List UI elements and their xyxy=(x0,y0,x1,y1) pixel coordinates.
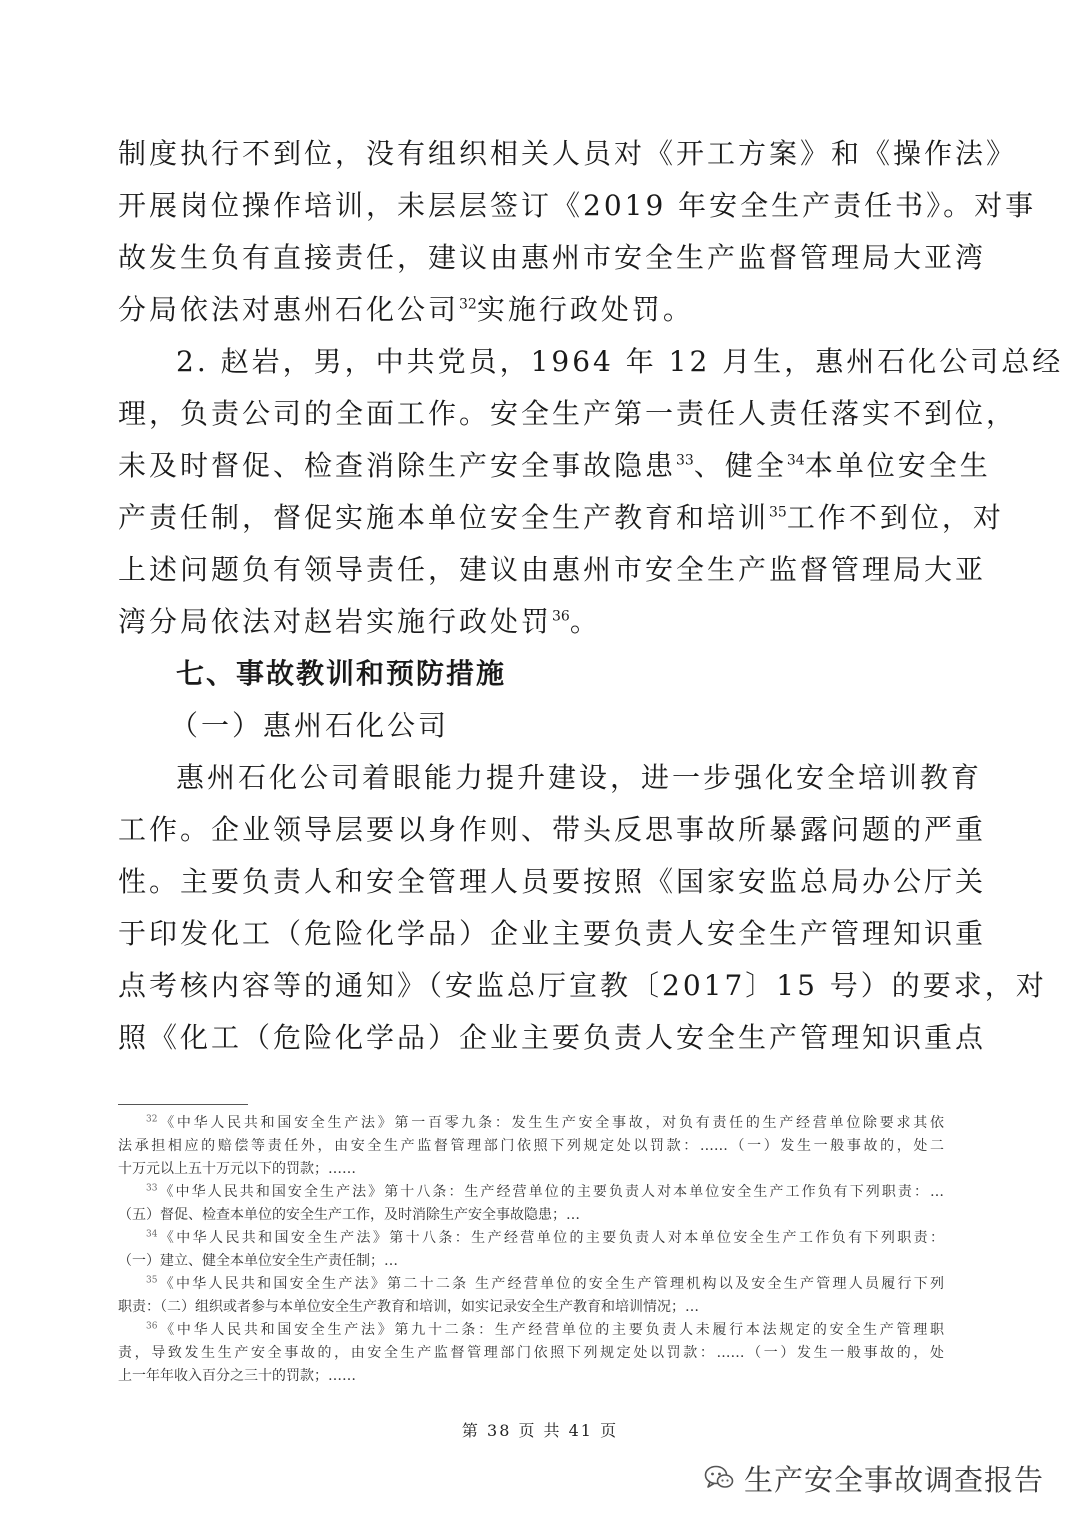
text-line: 开展岗位操作培训，未层层签订《2019 年安全生产责任书》。对事 xyxy=(118,189,1037,222)
footnote-34-cont: （一）建立、健全本单位安全生产责任制；… xyxy=(118,1253,398,1269)
footnote-ref-34: 34 xyxy=(786,452,805,469)
footnote-35-cont: 职责：（二）组织或者参与本单位安全生产教育和培训，如实记录安全生产教育和培训情况；… xyxy=(118,1299,699,1315)
footnote-text: 《中华人民共和国安全生产法》第九十二条：生产经营单位的主要负责人未履行本法规定的安全生产管理职 xyxy=(157,1322,944,1338)
text-span: 湾分局依法对赵岩实施行政处罚 xyxy=(118,605,553,638)
footnote-ref-35: 35 xyxy=(769,504,787,521)
footnote-36 xyxy=(118,1319,944,1341)
text-line: 照《化工（危险化学品）企业主要负责人安全生产管理知识重点 xyxy=(118,1021,987,1054)
footnote-text: 《中华人民共和国安全生产法》第十八条：生产经营单位的主要负责人对本单位安全生产工作负有下列职责：… xyxy=(157,1184,944,1200)
subsection-heading: （一）惠州石化公司 xyxy=(170,709,450,742)
text-line xyxy=(118,596,944,648)
footnote-number: 36 xyxy=(146,1321,158,1332)
text-line: 性。主要负责人和安全管理人员要按照《国家安监总局办公厅关 xyxy=(118,865,987,898)
text-line: 2. 赵岩，男，中共党员，1964 年 12 月生，惠州石化公司总经 xyxy=(176,345,1064,378)
text-line: 制度执行不到位，没有组织相关人员对《开工方案》和《操作法》 xyxy=(118,137,1018,170)
text-line xyxy=(118,492,1004,544)
text-span: 未及时督促、检查消除生产安全事故隐患 xyxy=(118,449,677,482)
footnote-36-cont: 责，导致发生生产安全事故的，由安全生产监督管理部门依照下列规定处以罚款：……（一）发生一般事故的，处 xyxy=(118,1345,944,1361)
watermark xyxy=(704,1456,1044,1500)
text-span: 分局依法对惠州石化公司 xyxy=(118,293,460,326)
footnote-text: 《中华人民共和国安全生产法》第一百零九条：发生生产安全事故，对负有责任的生产经营单位除要求其依 xyxy=(157,1115,944,1131)
text-span: 本单位安全生 xyxy=(804,449,991,482)
footnote-number: 35 xyxy=(146,1275,158,1286)
footnote-ref-36: 36 xyxy=(552,608,570,625)
text-span: 、健全 xyxy=(693,449,787,482)
section-heading: 七、事故教训和预防措施 xyxy=(176,657,507,690)
footnote-number: 32 xyxy=(146,1114,158,1125)
footnote-32-cont: 法承担相应的赔偿等责任外，由安全生产监督管理部门依照下列规定处以罚款：……（一）发生一般事故的，处二 xyxy=(118,1138,944,1154)
footnote-text: 《中华人民共和国安全生产法》第二十二条 生产经营单位的安全生产管理机构以及安全生产管理人员履行下列 xyxy=(157,1276,944,1292)
text-line: 工作。企业领导层要以身作则、带头反思事故所暴露问题的严重 xyxy=(118,813,987,846)
text-line: 点考核内容等的通知》（安监总厅宣教〔2017〕15 号）的要求，对 xyxy=(118,969,1047,1002)
text-span: 实施行政处罚。 xyxy=(476,293,694,326)
text-span: 产责任制，督促实施本单位安全生产教育和培训 xyxy=(118,501,770,534)
footnote-number: 34 xyxy=(146,1229,158,1240)
footnote-33-cont: （五）督促、检查本单位的安全生产工作，及时消除生产安全事故隐患；… xyxy=(118,1207,580,1223)
footnote-32 xyxy=(118,1112,944,1134)
text-span: 。 xyxy=(569,605,601,638)
footnote-ref-32: 32 xyxy=(459,296,477,313)
footnote-ref-33: 33 xyxy=(676,452,694,469)
footnote-34 xyxy=(118,1227,944,1249)
footnote-divider xyxy=(118,1104,248,1105)
text-line: 故发生负有直接责任，建议由惠州市安全生产监督管理局大亚湾 xyxy=(118,241,987,274)
footnote-35 xyxy=(118,1273,944,1295)
text-line: 理，负责公司的全面工作。安全生产第一责任人责任落实不到位， xyxy=(118,397,1018,430)
footnote-text: 《中华人民共和国安全生产法》第十八条：生产经营单位的主要负责人对本单位安全生产工作负有下列职责： xyxy=(157,1230,944,1246)
footnote-32-cont: 十万元以上五十万元以下的罚款；…… xyxy=(118,1161,356,1177)
watermark-text: 生产安全事故调查报告 xyxy=(743,1462,1044,1497)
text-line: 惠州石化公司着眼能力提升建设，进一步强化安全培训教育 xyxy=(176,761,983,794)
footnote-33 xyxy=(118,1181,944,1203)
text-span: 工作不到位，对 xyxy=(786,501,1004,534)
text-line: 于印发化工（危险化学品）企业主要负责人安全生产管理知识重 xyxy=(118,917,987,950)
page-number: 第 38 页 共 41 页 xyxy=(461,1421,619,1440)
footnote-36-cont: 上一年年收入百分之三十的罚款；…… xyxy=(118,1368,356,1384)
wechat-icon xyxy=(704,1465,734,1491)
footnote-number: 33 xyxy=(146,1183,158,1194)
text-line xyxy=(118,440,991,492)
text-line xyxy=(118,284,944,336)
text-line: 上述问题负有领导责任，建议由惠州市安全生产监督管理局大亚 xyxy=(118,553,987,586)
